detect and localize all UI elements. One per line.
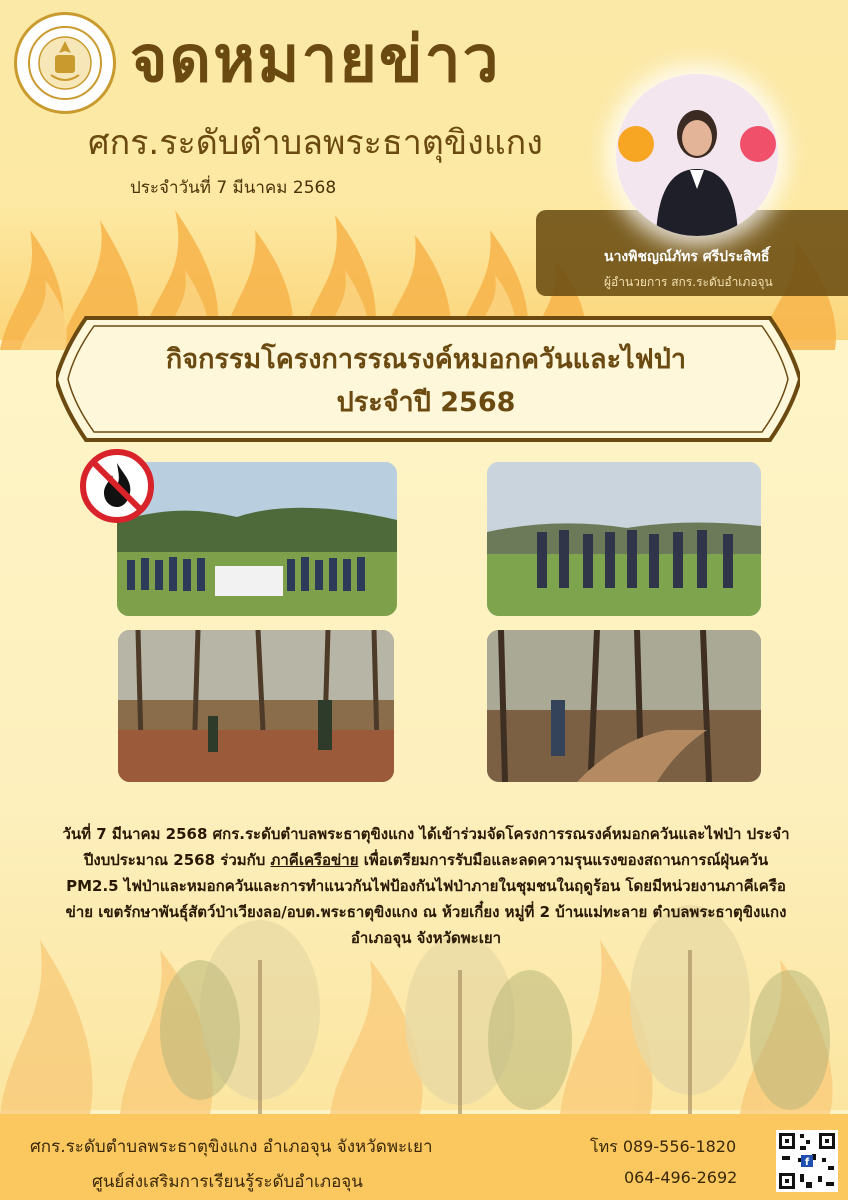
no-fire-icon bbox=[80, 449, 154, 523]
director-portrait bbox=[616, 74, 778, 236]
photo-clearing-path bbox=[487, 630, 761, 782]
svg-text:f: f bbox=[804, 1157, 810, 1168]
issue-date: ประจำวันที่ 7 มีนาคม 2568 bbox=[130, 178, 337, 198]
photo-group-banner bbox=[117, 462, 397, 616]
headline bbox=[70, 338, 782, 424]
newsletter-title: จดหมายข่าว bbox=[130, 23, 501, 97]
headline-line-2: ประจำปี 2568 bbox=[336, 387, 516, 419]
center-name: ศกร.ระดับตำบลพระธาตุขิงแกง bbox=[88, 123, 543, 163]
footer-phone-1: โทร 089-556-1820 bbox=[590, 1137, 737, 1156]
news-body bbox=[56, 822, 796, 952]
footer-org-line-2: ศูนย์ส่งเสริมการเรียนรู้ระดับอำเภอจุน bbox=[92, 1172, 363, 1192]
qr-code-icon[interactable] bbox=[776, 1130, 838, 1192]
partner-network-link[interactable]: ภาคีเครือข่าย bbox=[270, 850, 359, 869]
department-logo bbox=[14, 12, 116, 114]
director-role: ผู้อำนวยการ สกร.ระดับอำเภอจุน bbox=[604, 275, 773, 289]
footer-phone-2: 064-496-2692 bbox=[624, 1168, 738, 1187]
photo-firebreak-forest bbox=[118, 630, 394, 782]
body-text-start: วันที่ 7 มีนาคม 2568 ศกร.ระดับตำบลพระธาตุขิงแกง ได้เข้าร่วมจัดโครงการรณรงค์หมอกควันและไฟป่า ประจำปีงบประมาณ 2568 ร่วมกับ bbox=[62, 825, 790, 869]
emblem-icon bbox=[25, 23, 105, 103]
footer-org-line-1: ศกร.ระดับตำบลพระธาตุขิงแกง อำเภอจุน จังหวัดพะเยา bbox=[30, 1137, 433, 1157]
headline-line-1: กิจกรรมโครงการรณรงค์หมอกควันและไฟป่า bbox=[165, 344, 687, 375]
photo-volunteers-field bbox=[487, 462, 761, 616]
director-name: นางพิชญณ์ภัทร ศรีประสิทธิ์ bbox=[604, 249, 770, 265]
body-text-end: เพื่อเตรียมการรับมือและลดความรุนแรงของสถานการณ์ฝุ่นควัน PM2.5 ไฟป่าและหมอกควันและการทำแนวกันไฟป้องกันไฟป่าภายในชุมชนในฤดูร้อน โดยมีหน่วยงานภาคีเครือข่าย เขตรักษาพันธุ์สัตว์ป่าเวียงลอ/อบต.พระธาตุขิงแกง ณ ห้วยเกี๋ยง หมู่ที่ 2 บ้านแม่ทะลาย ตำบลพระธาตุขิงแกง อำเภอจุน จังหวัดพะเยา bbox=[65, 850, 787, 947]
